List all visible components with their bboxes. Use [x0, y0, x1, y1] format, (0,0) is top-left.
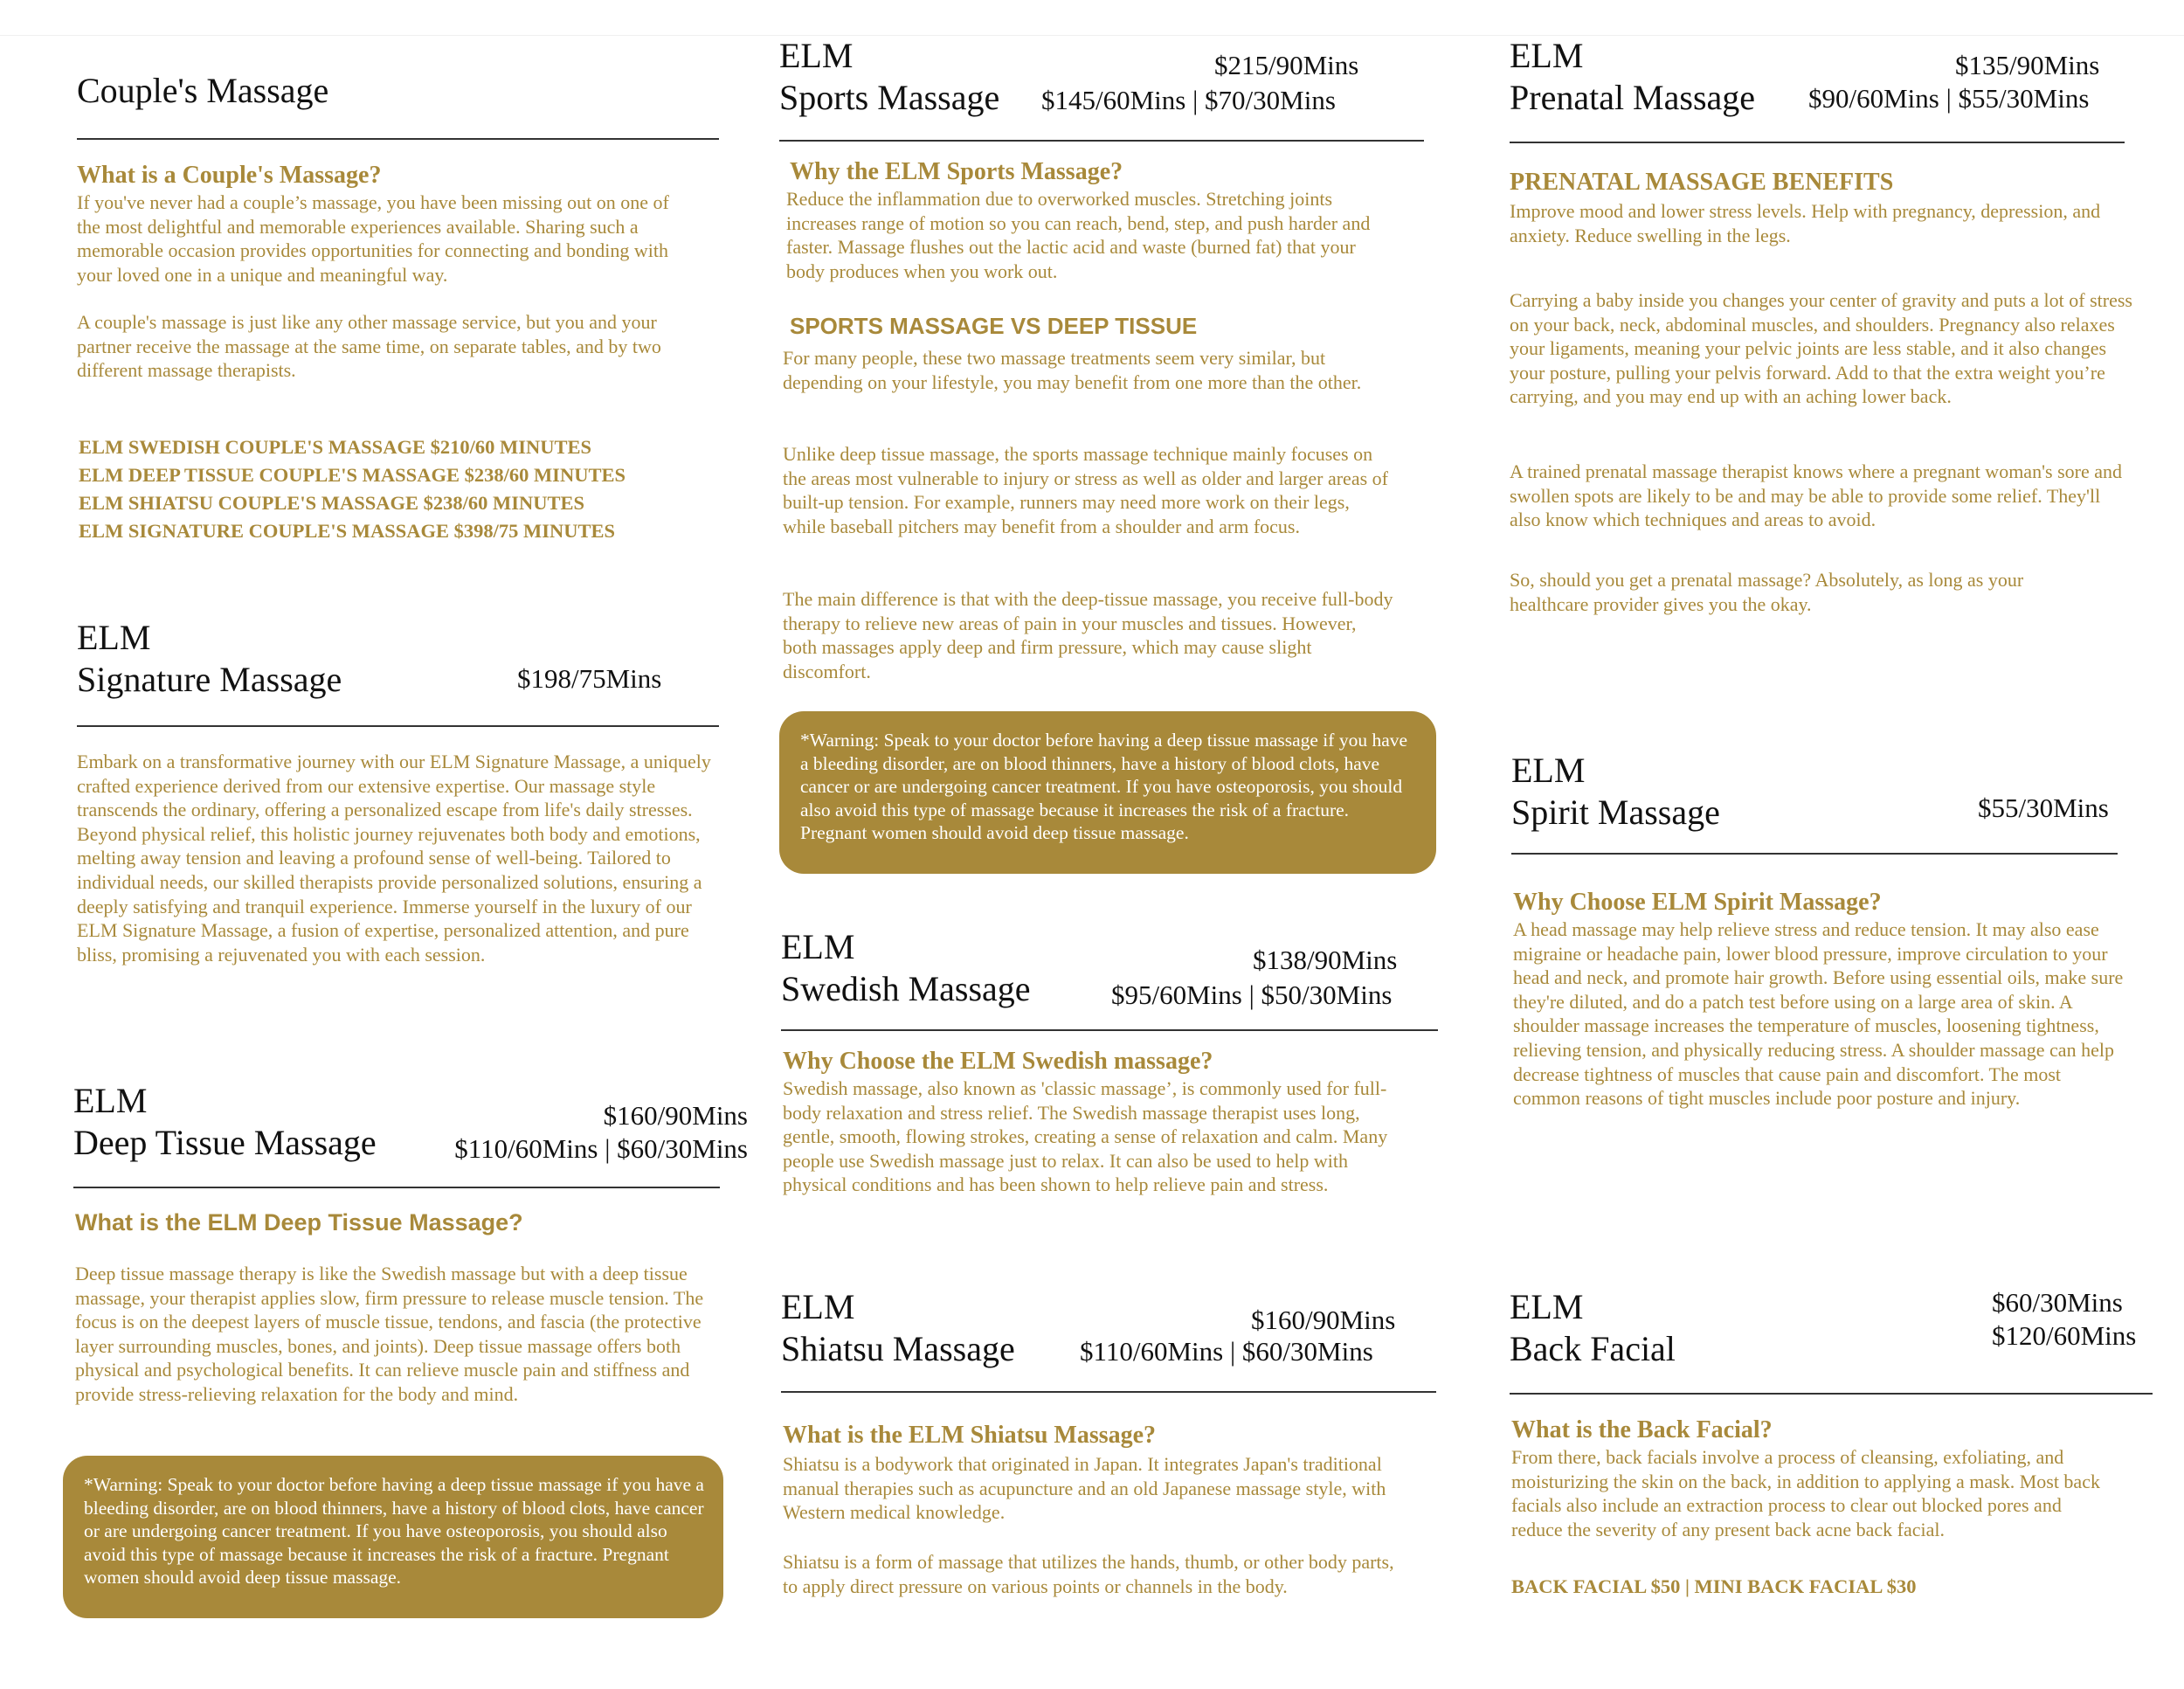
- shiatsu-price-90: $160/90Mins: [1251, 1305, 1396, 1335]
- swedish-title-line2: Swedish Massage: [781, 969, 1031, 1008]
- back-facial-price-30: $60/30Mins: [1992, 1287, 2123, 1318]
- sports-massage-section: [779, 35, 1443, 874]
- swedish-massage-section: [781, 926, 1445, 1241]
- back-facial-heading: What is the Back Facial?: [1511, 1416, 1773, 1443]
- deep-tissue-heading: What is the ELM Deep Tissue Massage?: [75, 1209, 523, 1236]
- sports-divider: [779, 140, 1424, 142]
- signature-massage-section: [77, 617, 723, 1001]
- back-facial-section: [1510, 1286, 2156, 1636]
- couples-paragraph-2: A couple's massage is just like any other massage service, but you and your partner receive the massage at the same time, on separate tables, and by two different massage therapists.: [77, 311, 661, 382]
- deep-tissue-title-line2: Deep Tissue Massage: [73, 1123, 377, 1162]
- prenatal-paragraph-3: A trained prenatal massage therapist knows where a pregnant woman's sore and swollen spots are likely to be and may be able to provide some relief. They'll also know which techniques and areas to avoid.: [1510, 460, 2123, 531]
- signature-paragraph: Embark on a transformative journey with our ELM Signature Massage, a uniquely crafted experience derived from our extensive expertise. Our massage style transcends the ordinary, offering a personalized escape from life's daily stresses. Beyond physical relief, this holistic journey rejuvenates both body and emotions, melting away tension and leaving a profound sense of well-being. Tailored to individual needs, our skilled therapists provide personalized solutions, ensuring a deeply satisfying and tranquil experience. Immerse yourself in the luxury of our ELM Signature Massage, a fusion of expertise, personalized attention, and pure bliss, promising a rejuvenated you with each session.: [77, 751, 711, 966]
- sports-title-line1: ELM: [779, 36, 854, 75]
- couples-price-list: [79, 433, 625, 545]
- prenatal-price-90: $135/90Mins: [1955, 50, 2100, 80]
- signature-price: $198/75Mins: [517, 663, 662, 694]
- prenatal-paragraph-4: So, should you get a prenatal massage? Absolutely, as long as your healthcare provider gives you the okay.: [1510, 569, 2024, 615]
- deep-tissue-divider: [73, 1187, 720, 1188]
- sports-title-line2: Sports Massage: [779, 78, 1000, 117]
- signature-divider: [77, 725, 719, 727]
- list-item: ELM SHIATSU COUPLE'S MASSAGE $238/60 MINUTES: [79, 492, 585, 514]
- shiatsu-heading: What is the ELM Shiatsu Massage?: [783, 1422, 1157, 1449]
- shiatsu-massage-section: [781, 1286, 1445, 1636]
- deep-tissue-price-60-30: $110/60Mins | $60/30Mins: [454, 1133, 748, 1164]
- list-item: ELM SWEDISH COUPLE'S MASSAGE $210/60 MINUTES: [79, 436, 591, 458]
- sports-vs-heading: SPORTS MASSAGE VS DEEP TISSUE: [790, 313, 1198, 339]
- deep-tissue-section: [73, 1080, 748, 1622]
- sports-paragraph-3: Unlike deep tissue massage, the sports massage technique mainly focuses on the areas most vulnerable to injury or stress as well as older and larger areas of built-up tension. For example, runners may need more work on their legs, while baseball pitchers may benefit from a shoulder and arm focus.: [783, 443, 1388, 537]
- spirit-price: $55/30Mins: [1978, 793, 2109, 823]
- spirit-heading: Why Choose ELM Spirit Massage?: [1513, 889, 1882, 916]
- signature-title-line1: ELM: [77, 618, 151, 657]
- deep-tissue-price-90: $160/90Mins: [603, 1100, 748, 1131]
- swedish-divider: [781, 1029, 1438, 1031]
- spirit-massage-section: [1511, 750, 2140, 1152]
- deep-tissue-paragraph: Deep tissue massage therapy is like the Swedish massage but with a deep tissue massage, your therapist applies slow, firm pressure to release muscle tension. The focus is on the deepest layers of muscle tissue, tendons, and fascia (the protective layer surrounding muscles, bones, and joints). Deep tissue massage offers both physical and psychological benefits. It can relieve muscle pain and stiffness and provide stress-relieving relaxation for the body and mind.: [75, 1263, 704, 1405]
- prenatal-massage-section: [1510, 35, 2139, 629]
- back-facial-title-line2: Back Facial: [1510, 1329, 1676, 1368]
- couples-title: Couple's Massage: [77, 71, 329, 110]
- prenatal-paragraph-1: Improve mood and lower stress levels. Help with pregnancy, depression, and anxiety. Reduce swelling in the legs.: [1510, 200, 2101, 246]
- sports-paragraph-2: For many people, these two massage treatments seem very similar, but depending on your lifestyle, you may benefit from one more than the other.: [783, 347, 1362, 393]
- list-item: ELM DEEP TISSUE COUPLE'S MASSAGE $238/60 MINUTES: [79, 464, 625, 486]
- signature-title-line2: Signature Massage: [77, 660, 342, 699]
- sports-price-90: $215/90Mins: [1214, 50, 1359, 80]
- spirit-title-line1: ELM: [1511, 751, 1586, 790]
- deep-tissue-title-line1: ELM: [73, 1081, 148, 1120]
- swedish-title-line1: ELM: [781, 927, 855, 966]
- swedish-heading: Why Choose the ELM Swedish massage?: [783, 1048, 1213, 1075]
- shiatsu-paragraph-2: Shiatsu is a form of massage that utilizes the hands, thumb, or other body parts, to apply direct pressure on various points or channels in the body.: [783, 1551, 1394, 1597]
- prenatal-heading: PRENATAL MASSAGE BENEFITS: [1510, 169, 1894, 196]
- shiatsu-title-line1: ELM: [781, 1287, 855, 1326]
- couples-massage-section: [77, 70, 723, 559]
- couples-paragraph-1: If you've never had a couple’s massage, you have been missing out on one of the most delightful and memorable experiences available. Sharing such a memorable occasion provides opportunities for connecting and bonding with your loved one in a unique and meaningful way.: [77, 191, 669, 286]
- spirit-title-line2: Spirit Massage: [1511, 793, 1720, 832]
- list-item: ELM SIGNATURE COUPLE'S MASSAGE $398/75 MINUTES: [79, 520, 616, 542]
- back-facial-paragraph: From there, back facials involve a process of cleansing, exfoliating, and moisturizing the skin on the back, in addition to applying a mask. Most back facials also include an extraction process to clear out blocked pores and reduce the severity of any present back acne back facial.: [1511, 1446, 2100, 1540]
- sports-paragraph-1: Reduce the inflammation due to overworked muscles. Stretching joints increases range of motion so you can reach, bend, step, and push harder and faster. Massage flushes out the lactic acid and waste (burned fat) that your body produces when you work out.: [786, 188, 1371, 282]
- shiatsu-price-60-30: $110/60Mins | $60/30Mins: [1080, 1336, 1373, 1367]
- back-facial-price-60: $120/60Mins: [1992, 1320, 2137, 1351]
- back-facial-title-line1: ELM: [1510, 1287, 1584, 1326]
- sports-heading: Why the ELM Sports Massage?: [790, 158, 1123, 185]
- prenatal-title-line2: Prenatal Massage: [1510, 78, 1756, 117]
- sports-price-60-30: $145/60Mins | $70/30Mins: [1041, 85, 1336, 115]
- deep-tissue-warning: *Warning: Speak to your doctor before having a deep tissue massage if you have a bleeding disorder, are on blood thinners, have a history of blood clots, have cancer or are undergoing cancer treatment. If you have osteoporosis, you should also avoid this type of massage because it increases the risk of a fracture. Pregnant women should avoid deep tissue massage.: [63, 1456, 723, 1618]
- swedish-price-90: $138/90Mins: [1253, 945, 1398, 975]
- shiatsu-paragraph-1: Shiatsu is a bodywork that originated in Japan. It integrates Japan's traditional manual therapies such as acupuncture and an old Japanese massage style, with Western medical knowledge.: [783, 1453, 1386, 1524]
- swedish-price-60-30: $95/60Mins | $50/30Mins: [1111, 979, 1393, 1010]
- prenatal-title-line1: ELM: [1510, 36, 1584, 75]
- spirit-divider: [1511, 853, 2118, 855]
- back-facial-divider: [1510, 1393, 2153, 1395]
- couples-heading: What is a Couple's Massage?: [77, 162, 382, 189]
- prenatal-paragraph-2: Carrying a baby inside you changes your center of gravity and puts a lot of stress on your back, neck, abdominal muscles, and shoulders. Pregnancy also relaxes your ligaments, meaning your pelvic joints are less stable, and it also changes your posture, pulling your pelvis forward. Add to that the extra weight you’re carrying, and you may end up with an aching lower back.: [1510, 289, 2132, 408]
- prenatal-divider: [1510, 142, 2125, 143]
- sports-paragraph-4: The main difference is that with the deep-tissue massage, you receive full-body therapy to relieve new areas of pain in your muscles and tissues. However, both massages apply deep and firm pressure, which may cause slight discomfort.: [783, 588, 1393, 682]
- shiatsu-divider: [781, 1391, 1436, 1393]
- spirit-paragraph: A head massage may help relieve stress and reduce tension. It may also ease migraine or headache pain, lower blood pressure, improve circulation to your head and neck, and promote hair growth. Before using essential oils, make sure they're diluted, and do a patch test before using on a large area of skin. A shoulder massage increases the temperature of muscles, loosening tightness, relieving tension, and physically reducing stress. A shoulder massage can help decrease tightness of muscles that cause pain and discomfort. The most common reasons of tight muscles include poor posture and injury.: [1513, 918, 2124, 1110]
- sports-warning: *Warning: Speak to your doctor before having a deep tissue massage if you have a bleeding disorder, are on blood thinners, have a history of blood clots, have cancer or are undergoing cancer treatment. If you have osteoporosis, you should also avoid this type of massage because it increases the risk of a fracture. Pregnant women should avoid deep tissue massage.: [779, 711, 1436, 874]
- couples-divider: [77, 138, 719, 140]
- shiatsu-title-line2: Shiatsu Massage: [781, 1329, 1015, 1368]
- prenatal-price-60-30: $90/60Mins | $55/30Mins: [1808, 83, 2090, 114]
- back-facial-price-footer: BACK FACIAL $50 | MINI BACK FACIAL $30: [1511, 1575, 1917, 1597]
- swedish-paragraph: Swedish massage, also known as 'classic massage’, is commonly used for full-body relaxation and stress relief. The Swedish massage therapist uses long, gentle, smooth, flowing strokes, creating a sense of relaxation and calm. Many people use Swedish massage just to relax. It can also be used to help with physical conditions and has been shown to help relieve pain and stress.: [783, 1077, 1388, 1196]
